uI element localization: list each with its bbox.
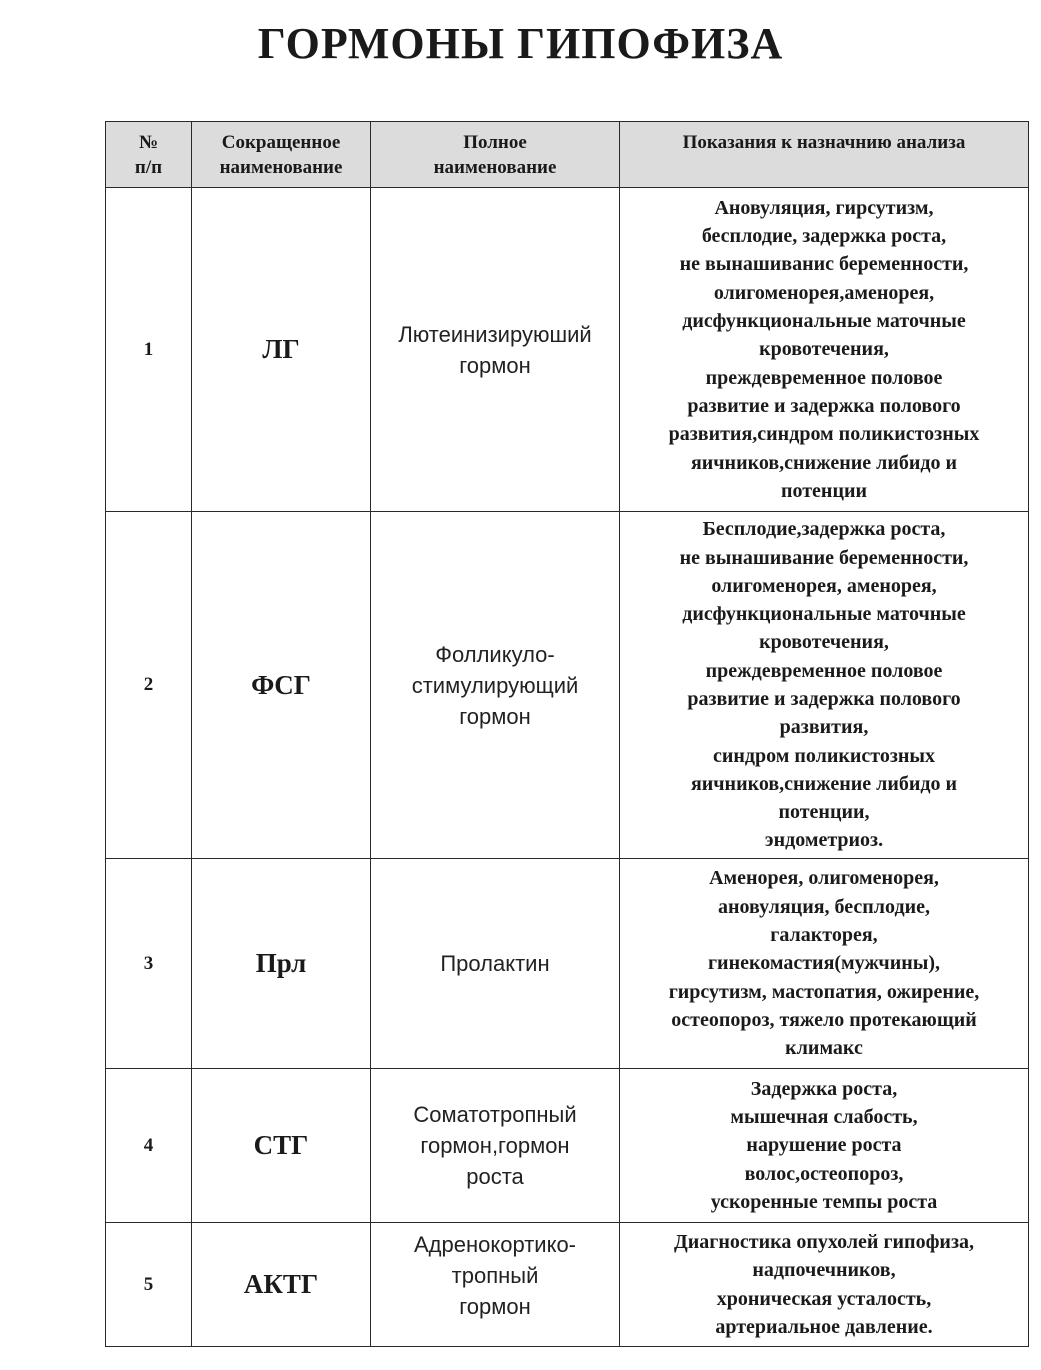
hormone-indications: Бесплодие,задержка роста, не вынашивание беременности, олигоменорея, аменорея, дисфункциональные маточные кровотечения, преждевременное половое развитие и задержка полового развития, синдром поликистозных яичников,снижение либидо и потенции, эндометриоз. bbox=[620, 512, 1029, 859]
header-full: Полное наименование bbox=[371, 122, 620, 188]
hormone-abbr: ЛГ bbox=[192, 188, 371, 512]
table-row bbox=[106, 512, 1029, 859]
hormone-abbr: СТГ bbox=[192, 1069, 371, 1223]
row-number: 3 bbox=[106, 859, 192, 1069]
row-number: 5 bbox=[106, 1223, 192, 1347]
table-row bbox=[106, 188, 1029, 512]
row-number: 1 bbox=[106, 188, 192, 512]
hormone-indications: Ановуляция, гирсутизм, бесплодие, задержка роста, не вынашиванис беременности, олигоменорея,аменорея, дисфункциональные маточные кровотечения, преждевременное половое развитие и задержка полового развития,синдром поликистозных яичников,снижение либидо и потенции bbox=[620, 188, 1029, 512]
row-number: 2 bbox=[106, 512, 192, 859]
row-number: 4 bbox=[106, 1069, 192, 1223]
page-title: ГОРМОНЫ ГИПОФИЗА bbox=[257, 19, 784, 68]
hormone-full-name: Адренокортико- тропный гормон bbox=[371, 1223, 620, 1347]
table-row bbox=[106, 859, 1029, 1069]
table-row bbox=[106, 1223, 1029, 1347]
hormone-full-name: Соматотропный гормон,гормон роста bbox=[371, 1069, 620, 1223]
hormone-abbr: Прл bbox=[192, 859, 371, 1069]
hormone-indications: Диагностика опухолей гипофиза, надпочечников, хроническая усталость, артериальное давление. bbox=[620, 1223, 1029, 1347]
table-header-row bbox=[106, 122, 1029, 188]
table-row bbox=[106, 1069, 1029, 1223]
hormone-indications: Аменорея, олигоменорея, ановуляция, бесплодие, галакторея, гинекомастия(мужчины), гирсутизм, мастопатия, ожирение, остеопороз, тяжело протекающий климакс bbox=[620, 859, 1029, 1069]
hormones-table bbox=[105, 121, 1029, 1347]
header-abbr: Сокращенное наименование bbox=[192, 122, 371, 188]
header-num: № п/п bbox=[106, 122, 192, 188]
hormone-indications: Задержка роста, мышечная слабость, нарушение роста волос,остеопороз, ускоренные темпы роста bbox=[620, 1069, 1029, 1223]
hormone-abbr: АКТГ bbox=[192, 1223, 371, 1347]
hormone-full-name: Фолликуло- стимулирующий гормон bbox=[371, 512, 620, 859]
hormone-full-name: Лютеинизируюший гормон bbox=[371, 188, 620, 512]
header-indications: Показания к назначнию анализа bbox=[620, 122, 1029, 188]
hormone-full-name: Пролактин bbox=[371, 859, 620, 1069]
hormone-abbr: ФСГ bbox=[192, 512, 371, 859]
